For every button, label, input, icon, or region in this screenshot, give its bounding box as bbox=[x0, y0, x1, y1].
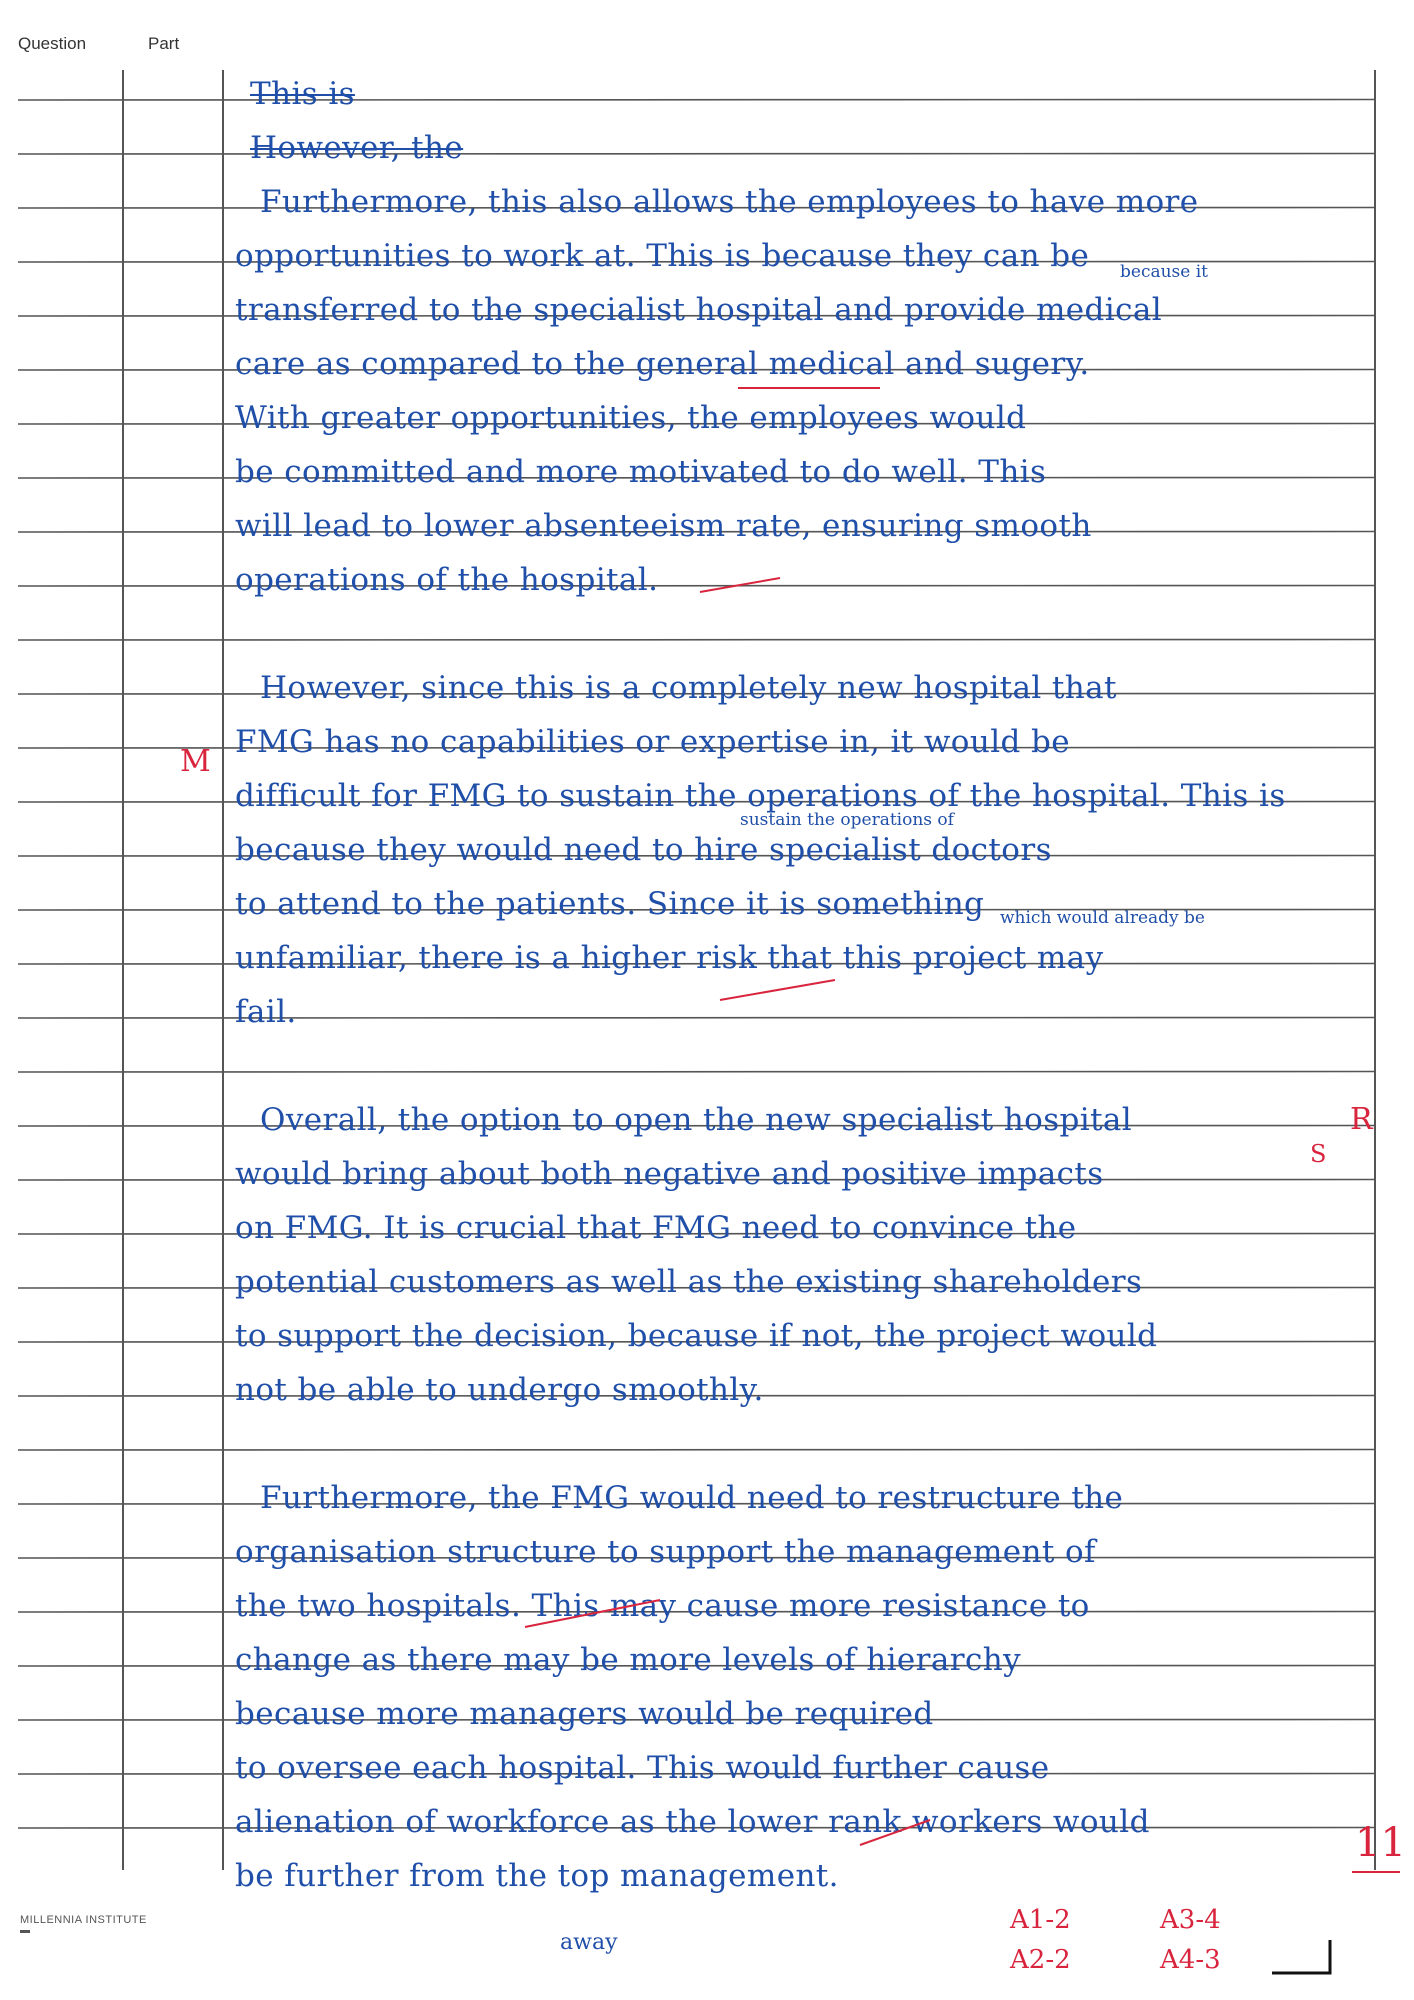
answer-line: on FMG. It is crucial that FMG need to convince the bbox=[235, 1210, 1077, 1246]
answer-line: operations of the hospital. bbox=[235, 562, 659, 598]
question-column-header: Question bbox=[18, 34, 87, 53]
footer-mark bbox=[20, 1930, 30, 1933]
answer-line: be committed and more motivated to do well. This bbox=[235, 454, 1047, 490]
insertion-which-would: which would already be bbox=[1000, 908, 1205, 928]
answer-line: transferred to the specialist hospital and provide medical bbox=[235, 292, 1163, 328]
answer-line: Furthermore, this also allows the employees to have more bbox=[260, 184, 1199, 220]
answer-line: However, the bbox=[250, 130, 464, 166]
grader-score: 11 bbox=[1355, 1820, 1406, 1866]
answer-line: change as there may be more levels of hierarchy bbox=[235, 1642, 1021, 1678]
insertion-because-it: because it bbox=[1120, 262, 1209, 282]
insertion-away: away bbox=[560, 1930, 618, 1955]
score-a4: A4-3 bbox=[1160, 1945, 1221, 1975]
answer-line: This is bbox=[250, 76, 355, 112]
score-a2: A2-2 bbox=[1010, 1945, 1071, 1975]
answer-line: care as compared to the general medical and sugery. bbox=[235, 346, 1090, 382]
answer-line: to support the decision, because if not, the project would bbox=[235, 1318, 1158, 1354]
answer-line: Overall, the option to open the new specialist hospital bbox=[260, 1102, 1133, 1138]
answer-line: not be able to undergo smoothly. bbox=[235, 1372, 764, 1408]
grader-mark-s: S bbox=[1310, 1140, 1327, 1168]
answer-line: the two hospitals. This may cause more resistance to bbox=[235, 1588, 1090, 1624]
score-a3: A3-4 bbox=[1160, 1905, 1221, 1935]
answer-line: opportunities to work at. This is because they can be bbox=[235, 238, 1090, 274]
answer-line: difficult for FMG to sustain the operations of the hospital. This is bbox=[235, 778, 1286, 814]
answer-line: will lead to lower absenteeism rate, ensuring smooth bbox=[235, 508, 1092, 544]
answer-line: because more managers would be required bbox=[235, 1696, 934, 1732]
corner-bracket bbox=[1270, 1938, 1340, 1978]
answer-line: FMG has no capabilities or expertise in, it would be bbox=[235, 724, 1071, 760]
part-column-header: Part bbox=[148, 34, 180, 53]
answer-line: potential customers as well as the existing shareholders bbox=[235, 1264, 1143, 1300]
answer-line: alienation of workforce as the lower rank workers would bbox=[235, 1804, 1150, 1840]
answer-line: With greater opportunities, the employees would bbox=[235, 400, 1027, 436]
answer-line: to attend to the patients. Since it is something bbox=[235, 886, 985, 922]
insertion-sustain-ops: sustain the operations of bbox=[740, 810, 954, 830]
score-a1: A1-2 bbox=[1010, 1905, 1071, 1935]
answer-line: would bring about both negative and positive impacts bbox=[235, 1156, 1104, 1192]
answer-line: fail. bbox=[235, 994, 297, 1030]
answer-line: because they would need to hire specialist doctors bbox=[235, 832, 1052, 868]
institution-footer: MILLENNIA INSTITUTE bbox=[20, 1914, 147, 1926]
answer-line: to oversee each hospital. This would further cause bbox=[235, 1750, 1050, 1786]
answer-line: However, since this is a completely new hospital that bbox=[260, 670, 1117, 706]
answer-line: be further from the top management. bbox=[235, 1858, 839, 1894]
grader-mark-r: R bbox=[1350, 1102, 1373, 1137]
answer-line: organisation structure to support the management of bbox=[235, 1534, 1096, 1570]
grader-mark-m: M bbox=[180, 744, 211, 779]
answer-line: Furthermore, the FMG would need to restructure the bbox=[260, 1480, 1124, 1516]
answer-line: unfamiliar, there is a higher risk that this project may bbox=[235, 940, 1104, 976]
